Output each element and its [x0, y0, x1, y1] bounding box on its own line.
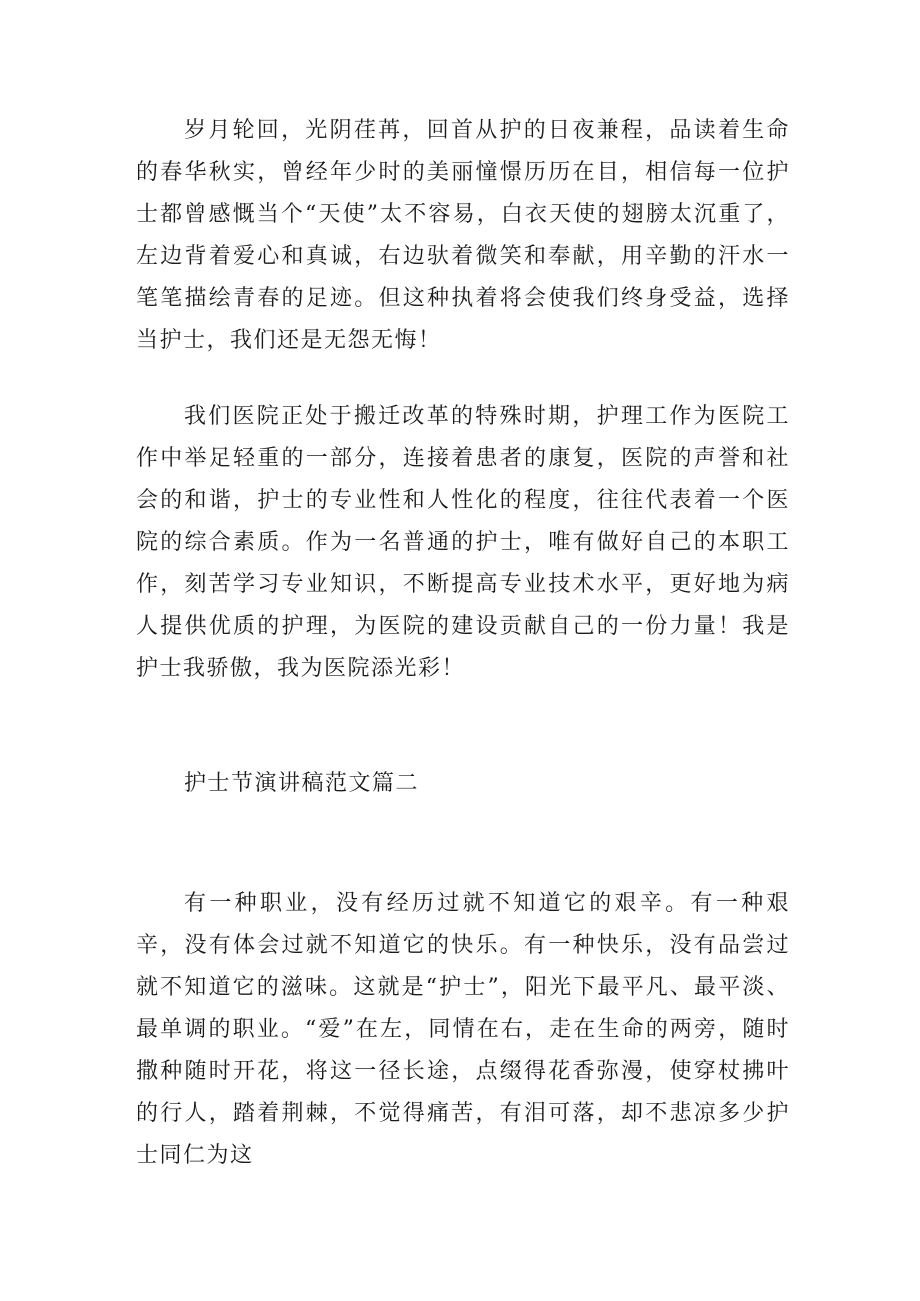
body-paragraph-2: 我们医院正处于搬迁改革的特殊时期，护理工作为医院工作中举足轻重的一部分，连接着患者的康复，医院的声誉和社会的和谐，护士的专业性和人性化的程度，往往代表着一个医院的综合素质。作为一名普通的护士，唯有做好自己的本职工作，刻苦学习专业知识，不断提高专业技术水平，更好地为病人提供优质的护理，为医院的建设贡献自己的一份力量！我是护士我骄傲，我为医院添光彩！ [136, 404, 790, 681]
section-heading: 护士节演讲稿范文篇二 [184, 771, 420, 796]
body-paragraph-1: 岁月轮回，光阴荏苒，回首从护的日夜兼程，品读着生命的春华秋实，曾经年少时的美丽憧憬历历在目，相信每一位护士都曾感慨当个“天使”太不容易，白衣天使的翅膀太沉重了，左边背着爱心和真诚，右边驮着微笑和奉献，用辛勤的汗水一笔笔描绘青春的足迹。但这种执着将会使我们终身受益，选择当护士，我们还是无怨无悔！ [136, 118, 790, 353]
section-paragraph-1: 有一种职业，没有经历过就不知道它的艰辛。有一种艰辛，没有体会过就不知道它的快乐。有一种快乐，没有品尝过就不知道它的滋味。这就是“护士”，阳光下最平凡、最平淡、最单调的职业。“爱”在左，同情在右，走在生命的两旁，随时撒种随时开花，将这一径长途，点缀得花香弥漫，使穿杖拂叶的行人，踏着荆棘，不觉得痛苦，有泪可落，却不悲凉多少护士同仁为这 [136, 891, 790, 1168]
